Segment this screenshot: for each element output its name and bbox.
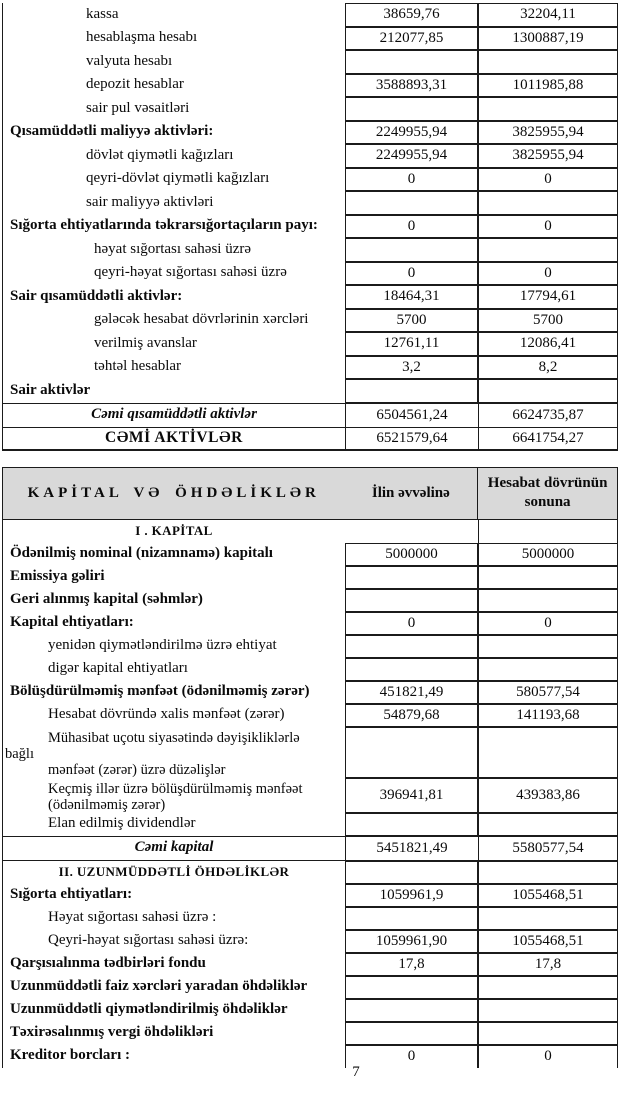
value-cell: 17,8 bbox=[478, 953, 618, 976]
value-cell: 5580577,54 bbox=[478, 837, 618, 860]
value-cell: 451821,49 bbox=[345, 681, 478, 704]
value-cell bbox=[478, 813, 618, 836]
row-label: Elan edilmiş dividendlər bbox=[48, 815, 196, 832]
row-label: dövlət qiymətli kağızları bbox=[86, 146, 234, 163]
value-cell: 2249955,94 bbox=[345, 144, 478, 168]
value-cell bbox=[478, 658, 618, 681]
value-cell: 0 bbox=[478, 1045, 618, 1068]
row-label: Sığorta ehtiyatları: bbox=[10, 886, 133, 903]
table-row bbox=[3, 215, 618, 239]
value-cell: 0 bbox=[478, 215, 618, 239]
table-row bbox=[3, 262, 618, 286]
value-cell: 0 bbox=[478, 262, 618, 286]
row-label: depozit hesablar bbox=[86, 76, 184, 93]
table-row bbox=[3, 238, 618, 262]
value-cell: 580577,54 bbox=[478, 681, 618, 704]
value-cell bbox=[478, 589, 618, 612]
table-row bbox=[3, 727, 618, 778]
value-cell bbox=[345, 1022, 478, 1045]
table-row bbox=[3, 589, 618, 612]
row-label-line: (ödənilməmiş zərər) bbox=[48, 796, 166, 813]
value-cell bbox=[345, 813, 478, 836]
value-cell: 0 bbox=[345, 262, 478, 286]
value-cell: 0 bbox=[345, 215, 478, 239]
value-cell bbox=[478, 976, 618, 999]
value-cell: 5000000 bbox=[345, 543, 478, 566]
value-cell bbox=[478, 727, 618, 778]
value-cell bbox=[345, 50, 478, 74]
value-cell bbox=[478, 520, 618, 543]
value-cell: 32204,11 bbox=[478, 3, 618, 27]
table-row bbox=[3, 1022, 618, 1045]
table-row bbox=[3, 50, 618, 74]
table-row bbox=[3, 999, 618, 1022]
value-cell bbox=[345, 191, 478, 215]
value-cell: 17,8 bbox=[345, 953, 478, 976]
row-label: verilmiş avanslar bbox=[94, 334, 197, 351]
row-label: Həyat sığortası sahəsi üzrə : bbox=[48, 909, 217, 926]
row-label: həyat sığortası sahəsi üzrə bbox=[94, 240, 252, 257]
value-cell: 141193,68 bbox=[478, 704, 618, 727]
table-row bbox=[3, 332, 618, 356]
row-label-line: Keçmiş illər üzrə bölüşdürülməmiş mənfəət bbox=[48, 780, 303, 797]
value-cell: 6641754,27 bbox=[478, 428, 618, 449]
table-row bbox=[3, 953, 618, 976]
row-label: qeyri-dövlət qiymətli kağızları bbox=[86, 170, 270, 187]
row-label: Sair aktivlər bbox=[10, 381, 91, 398]
value-cell: 6624735,87 bbox=[478, 404, 618, 427]
total-row-label: Cəmi qısamüddətli aktivlər bbox=[91, 406, 257, 423]
row-label: Qeyri-həyat sığortası sahəsi üzrə: bbox=[48, 932, 249, 949]
row-label: Geri alınmış kapital (səhmlər) bbox=[10, 591, 203, 608]
page-number: 7 bbox=[352, 1064, 360, 1080]
value-cell bbox=[478, 1022, 618, 1045]
value-cell: 439383,86 bbox=[478, 778, 618, 813]
value-cell: 6504561,24 bbox=[345, 404, 478, 427]
value-cell bbox=[478, 379, 618, 403]
value-cell bbox=[345, 727, 478, 778]
table-row bbox=[3, 681, 618, 704]
value-cell: 5700 bbox=[478, 309, 618, 333]
value-cell bbox=[345, 97, 478, 121]
row-label: Uzunmüddətli qiymətləndirilmiş öhdəliklər bbox=[10, 1001, 288, 1018]
value-cell: 5451821,49 bbox=[345, 837, 478, 860]
value-cell: 1055468,51 bbox=[478, 930, 618, 953]
value-cell bbox=[478, 238, 618, 262]
value-cell bbox=[345, 999, 478, 1022]
row-label: Sığorta ehtiyatlarında təkrarsığortaçıların payı: bbox=[10, 217, 318, 234]
value-cell: 1059961,90 bbox=[345, 930, 478, 953]
table-row bbox=[3, 356, 618, 380]
table-row bbox=[3, 635, 618, 658]
value-cell bbox=[478, 97, 618, 121]
row-label-line: bağlı bbox=[5, 745, 34, 762]
table-row bbox=[3, 778, 618, 813]
section-row bbox=[3, 520, 618, 543]
value-cell: 0 bbox=[345, 612, 478, 635]
table-row bbox=[3, 930, 618, 953]
value-cell: 0 bbox=[345, 1045, 478, 1068]
table-row bbox=[3, 907, 618, 930]
value-cell bbox=[478, 635, 618, 658]
value-cell: 396941,81 bbox=[345, 778, 478, 813]
row-label: sair pul vəsaitləri bbox=[86, 99, 190, 116]
value-cell bbox=[345, 566, 478, 589]
value-cell bbox=[478, 566, 618, 589]
row-label: digər kapital ehtiyatları bbox=[48, 660, 188, 677]
table-row bbox=[3, 121, 618, 145]
row-label-line: Mühasibat uçotu siyasətində dəyişikliklərlə bbox=[48, 729, 300, 746]
table-row bbox=[3, 566, 618, 589]
table-row bbox=[3, 704, 618, 727]
table-row bbox=[3, 884, 618, 907]
row-label: Təxirəsalınmış vergi öhdəlikləri bbox=[10, 1024, 214, 1041]
section-row bbox=[3, 861, 618, 884]
row-label: Uzunmüddətli faiz xərcləri yaradan öhdəliklər bbox=[10, 978, 308, 995]
value-cell: 3588893,31 bbox=[345, 74, 478, 98]
row-label: Emissiya gəliri bbox=[10, 568, 105, 585]
value-cell: 0 bbox=[478, 612, 618, 635]
row-label: kassa bbox=[86, 5, 119, 22]
row-label-line: mənfəət (zərər) üzrə düzəlişlər bbox=[48, 761, 226, 778]
value-cell: 3825955,94 bbox=[478, 121, 618, 145]
total-row-label: Cəmi kapital bbox=[134, 839, 214, 856]
value-cell bbox=[478, 999, 618, 1022]
header-title: KAPİTAL VƏ ÖHDƏLİKLƏR bbox=[27, 484, 320, 501]
row-label: gələcək hesabat dövrlərinin xərcləri bbox=[94, 311, 309, 328]
table-row bbox=[3, 27, 618, 51]
table-row bbox=[3, 97, 618, 121]
value-cell bbox=[345, 635, 478, 658]
table-row bbox=[3, 658, 618, 681]
row-label bbox=[3, 778, 345, 813]
value-cell: 1055468,51 bbox=[478, 884, 618, 907]
value-cell bbox=[478, 861, 618, 884]
row-label: Qısamüddətli maliyyə aktivləri: bbox=[10, 123, 214, 140]
value-cell bbox=[345, 238, 478, 262]
value-cell: 0 bbox=[478, 168, 618, 192]
row-label: sair maliyyə aktivləri bbox=[86, 193, 214, 210]
row-label: Hesabat dövründə xalis mənfəət (zərər) bbox=[48, 706, 285, 723]
section-label: I . KAPİTAL bbox=[135, 523, 213, 539]
value-cell bbox=[345, 976, 478, 999]
value-cell bbox=[478, 50, 618, 74]
table-row bbox=[3, 3, 618, 27]
value-cell: 54879,68 bbox=[345, 704, 478, 727]
liabilities-table bbox=[2, 467, 618, 1068]
row-label: valyuta hesabı bbox=[86, 52, 173, 69]
row-label: yenidən qiymətləndirilmə üzrə ehtiyat bbox=[48, 637, 277, 654]
liabilities-table-header bbox=[3, 467, 618, 520]
value-cell: 3825955,94 bbox=[478, 144, 618, 168]
value-cell bbox=[345, 589, 478, 612]
table-row bbox=[3, 976, 618, 999]
table-row bbox=[3, 285, 618, 309]
table-total-row bbox=[3, 836, 618, 861]
table-row bbox=[3, 543, 618, 566]
value-cell: 5000000 bbox=[478, 543, 618, 566]
value-cell: 1059961,9 bbox=[345, 884, 478, 907]
header-col-period-end: Hesabat dövrünün sonuna bbox=[477, 468, 617, 519]
section-label: II. UZUNMÜDDƏTLİ ÖHDƏLİKLƏR bbox=[58, 864, 290, 880]
table-row bbox=[3, 379, 618, 403]
table-row bbox=[3, 74, 618, 98]
header-col-year-start: İlin əvvəlinə bbox=[371, 484, 450, 501]
row-label: Bölüşdürülməmiş mənfəət (ödənilməmiş zərər) bbox=[10, 683, 310, 700]
value-cell: 3,2 bbox=[345, 356, 478, 380]
row-label bbox=[3, 727, 345, 778]
row-label: təhtəl hesablar bbox=[94, 358, 182, 375]
value-cell: 18464,31 bbox=[345, 285, 478, 309]
value-cell: 6521579,64 bbox=[345, 428, 478, 449]
table-row bbox=[3, 144, 618, 168]
table-row bbox=[3, 612, 618, 635]
value-cell bbox=[478, 191, 618, 215]
row-label: Sair qısamüddətli aktivlər: bbox=[10, 287, 183, 304]
table-total-row bbox=[3, 427, 618, 451]
value-cell bbox=[345, 379, 478, 403]
table-row bbox=[3, 191, 618, 215]
value-cell bbox=[478, 907, 618, 930]
table-row bbox=[3, 813, 618, 836]
value-cell: 2249955,94 bbox=[345, 121, 478, 145]
value-cell: 38659,76 bbox=[345, 3, 478, 27]
assets-table bbox=[2, 3, 618, 451]
value-cell: 212077,85 bbox=[345, 27, 478, 51]
value-cell bbox=[345, 520, 478, 543]
value-cell: 12086,41 bbox=[478, 332, 618, 356]
total-row-label: CƏMİ AKTİVLƏR bbox=[105, 428, 243, 446]
value-cell: 0 bbox=[345, 168, 478, 192]
value-cell: 1011985,88 bbox=[478, 74, 618, 98]
row-label: qeyri-həyat sığortası sahəsi üzrə bbox=[94, 264, 287, 281]
table-total-row bbox=[3, 403, 618, 427]
value-cell bbox=[345, 658, 478, 681]
row-label: hesablaşma hesabı bbox=[86, 29, 198, 46]
value-cell: 8,2 bbox=[478, 356, 618, 380]
row-label: Kreditor borcları : bbox=[10, 1047, 130, 1064]
value-cell bbox=[345, 861, 478, 884]
row-label: Qarşısıalınma tədbirləri fondu bbox=[10, 955, 206, 972]
table-row bbox=[3, 309, 618, 333]
row-label: Kapital ehtiyatları: bbox=[10, 614, 134, 631]
value-cell bbox=[345, 907, 478, 930]
value-cell: 17794,61 bbox=[478, 285, 618, 309]
value-cell: 1300887,19 bbox=[478, 27, 618, 51]
value-cell: 5700 bbox=[345, 309, 478, 333]
value-cell: 12761,11 bbox=[345, 332, 478, 356]
table-row bbox=[3, 168, 618, 192]
row-label: Ödənilmiş nominal (nizamnamə) kapitalı bbox=[10, 545, 273, 562]
